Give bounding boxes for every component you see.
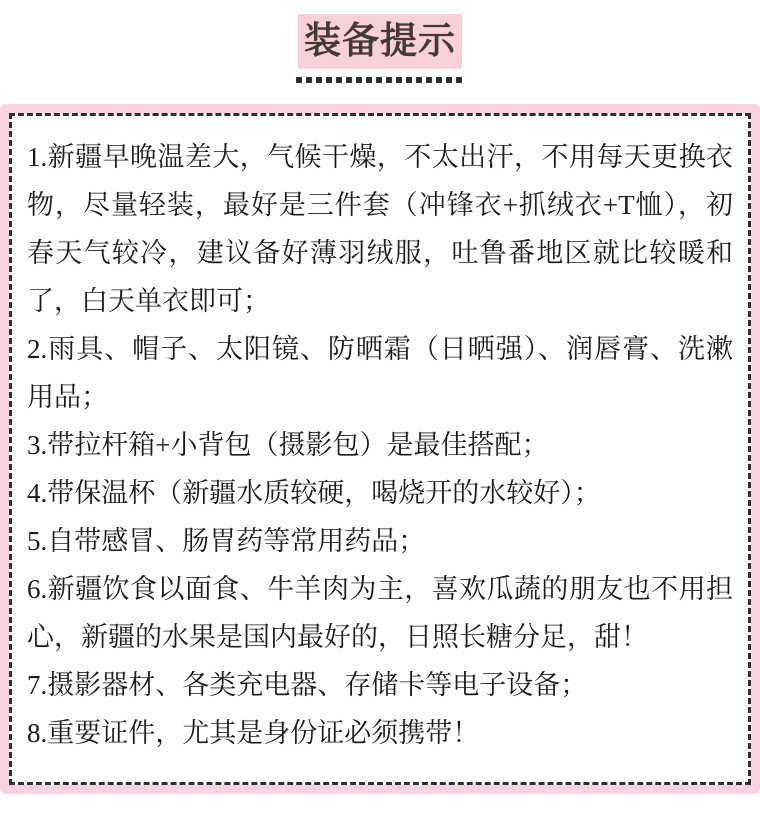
- tip-item-3: 3.带拉杆箱+小背包（摄影包）是最佳搭配；: [27, 430, 549, 460]
- tips-panel: [9, 113, 751, 785]
- tip-item-7: 7.摄影器材、各类充电器、存储卡等电子设备；: [27, 670, 588, 700]
- tip-item-5: 5.自带感冒、肠胃药等常用药品；: [27, 526, 426, 556]
- title-underline-dots: [296, 77, 464, 83]
- tip-item-6: 6.新疆饮食以面食、牛羊肉为主，喜欢瓜蔬的朋友也不用担心，新疆的水果是国内最好的，日照长糖分足，甜！: [27, 574, 733, 652]
- tip-item-2: 2.雨具、帽子、太阳镜、防晒霜（日晒强）、润唇膏、洗漱用品；: [27, 334, 733, 412]
- tip-item-4: 4.带保温杯（新疆水质较硬，喝烧开的水较好）；: [27, 478, 601, 508]
- tip-item-1: 1.新疆早晚温差大，气候干燥，不太出汗，不用每天更换衣物，尽量轻装，最好是三件套（冲锋衣+抓绒衣+T恤），初春天气较冷，建议备好薄羽绒服，吐鲁番地区就比较暖和了，白天单衣即可；: [27, 142, 733, 316]
- tip-item-8: 8.重要证件，尤其是身份证必须携带！: [27, 718, 480, 748]
- tips-list: [27, 133, 733, 757]
- page-title: 装备提示: [304, 21, 456, 62]
- page-title-box: [298, 14, 462, 69]
- tips-frame: [0, 104, 760, 794]
